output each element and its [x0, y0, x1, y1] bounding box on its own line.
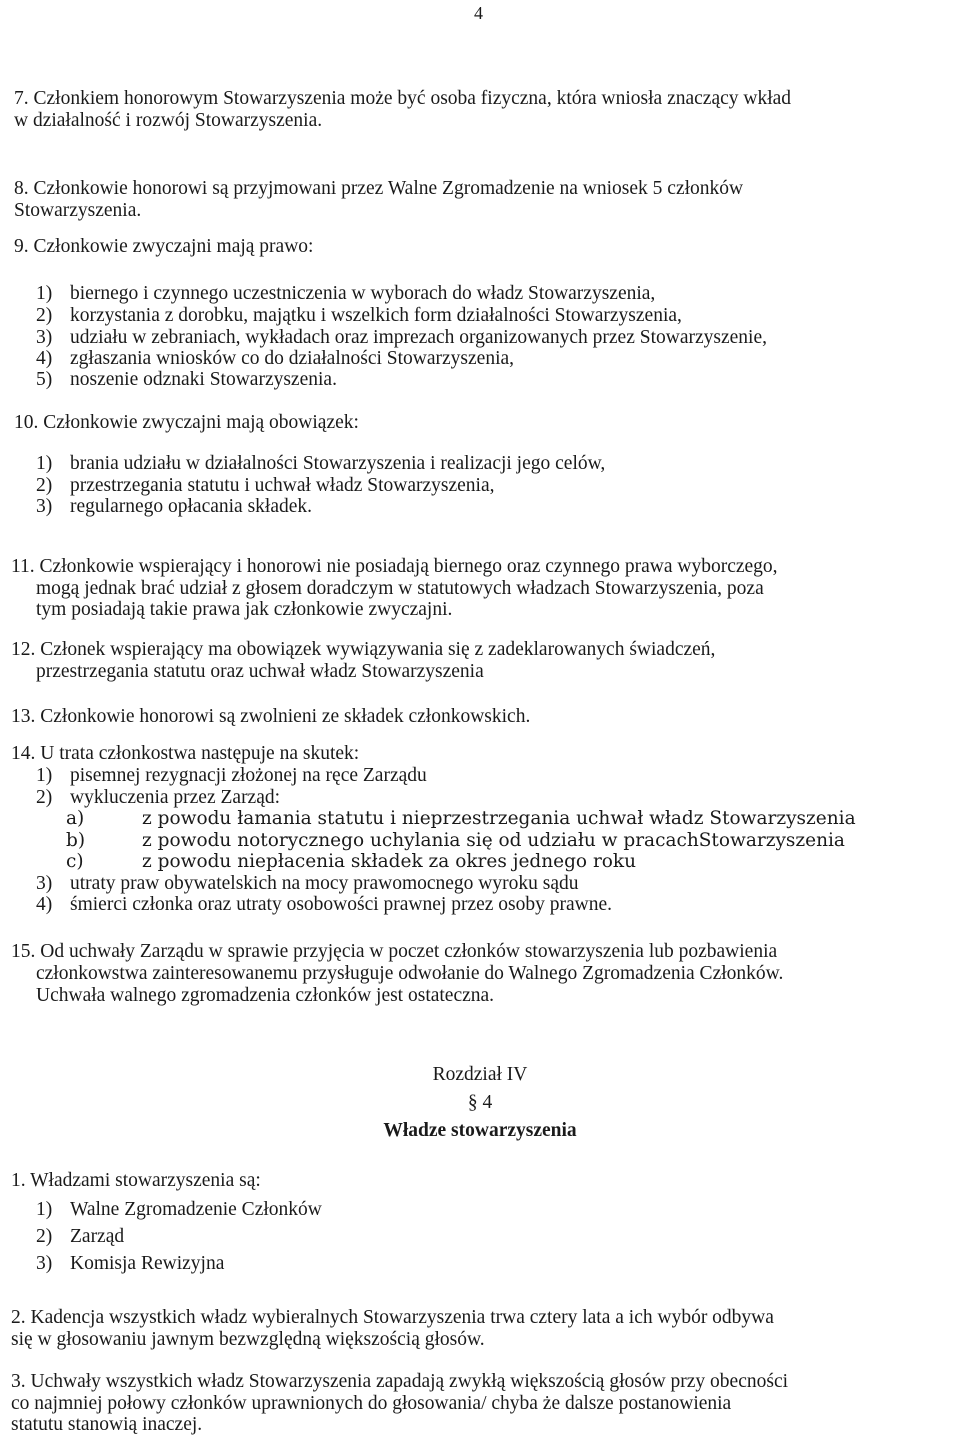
- list-item-text: biernego i czynnego uczestniczenia w wyborach do władz Stowarzyszenia,: [70, 283, 656, 304]
- list-subitem-text: z powodu niepłacenia składek za okres jednego roku: [142, 851, 637, 872]
- paragraph-10-heading: 10. Członkowie zwyczajni mają obowiązek:: [14, 412, 359, 433]
- paragraph-8-line-2: Stowarzyszenia.: [14, 200, 142, 221]
- list-subitem: [66, 830, 845, 852]
- list-subitem-text: z powodu łamania statutu i nieprzestrzegania uchwał władz Stowarzyszenia: [142, 808, 856, 829]
- list-subitem-letter: b): [66, 830, 86, 851]
- list-item: [36, 787, 280, 809]
- list-item-number: 3): [36, 496, 53, 517]
- chapter-paragraph-2-line-2: się w głosowaniu jawnym bezwzględną większością głosów.: [11, 1329, 485, 1350]
- list-item-text: pisemnej rezygnacji złożonej na ręce Zarządu: [70, 765, 427, 786]
- list-item-number: 4): [36, 348, 53, 369]
- list-item-text: Walne Zgromadzenie Członków: [70, 1199, 322, 1220]
- paragraph-8-line-1: 8. Członkowie honorowi są przyjmowani przez Walne Zgromadzenie na wniosek 5 członków: [14, 178, 744, 199]
- list-item: [36, 894, 612, 916]
- list-item-number: 3): [36, 873, 53, 894]
- list-item-number: 3): [36, 1253, 53, 1274]
- paragraph-12-line-2: przestrzegania statutu oraz uchwał władz Stowarzyszenia: [36, 661, 484, 682]
- paragraph-15-line-1: 15. Od uchwały Zarządu w sprawie przyjęcia w poczet członków stowarzyszenia lub pozbawienia: [11, 941, 778, 962]
- list-item: [36, 327, 767, 349]
- paragraph-15-line-2: członkowstwa zainteresowanemu przysługuje odwołanie do Walnego Zgromadzenia Członków.: [36, 963, 784, 984]
- list-item-number: 1): [36, 453, 53, 474]
- chapter-paragraph-3-line-3: statutu stanowią inaczej.: [11, 1414, 203, 1435]
- paragraph-7-line-2: w działalność i rozwój Stowarzyszenia.: [14, 110, 323, 131]
- list-item-text: noszenie odznaki Stowarzyszenia.: [70, 369, 337, 390]
- list-item-number: 2): [36, 475, 53, 496]
- section-symbol: § 4: [467, 1092, 493, 1113]
- list-item-number: 1): [36, 283, 53, 304]
- list-subitem: [66, 808, 856, 830]
- chapter-paragraph-2-line-1: 2. Kadencja wszystkich władz wybieralnych Stowarzyszenia trwa cztery lata a ich wybór odbywa: [11, 1307, 774, 1328]
- paragraph-14-heading: 14. U trata członkostwa następuje na skutek:: [11, 743, 360, 764]
- list-item: [36, 283, 655, 305]
- list-item: [36, 453, 605, 475]
- list-subitem-text: z powodu notorycznego uchylania się od udziału w pracachStowarzyszenia: [142, 830, 845, 851]
- list-item-text: udziału w zebraniach, wykładach oraz imprezach organizowanych przez Stowarzyszenie,: [70, 327, 767, 348]
- list-item: [36, 369, 337, 391]
- list-item-text: zgłaszania wniosków co do działalności Stowarzyszenia,: [70, 348, 515, 369]
- list-item-number: 2): [36, 787, 53, 808]
- chapter-paragraph-3-line-1: 3. Uchwały wszystkich władz Stowarzyszenia zapadają zwykłą większością głosów przy obecności: [11, 1371, 789, 1392]
- chapter-title: Rozdział IV: [432, 1064, 528, 1085]
- paragraph-11-line-1: 11. Członkowie wspierający i honorowi nie posiadają biernego oraz czynnego prawa wyborczego,: [11, 556, 778, 577]
- paragraph-7-line-1: 7. Członkiem honorowym Stowarzyszenia może być osoba fizyczna, która wniosła znaczący wkład: [14, 88, 792, 109]
- list-item-number: 5): [36, 369, 53, 390]
- paragraph-12-line-1: 12. Członek wspierający ma obowiązek wywiązywania się z zadeklarowanych świadczeń,: [11, 639, 716, 660]
- chapter-paragraph-1-heading: 1. Władzami stowarzyszenia są:: [11, 1170, 261, 1191]
- paragraph-11-line-3: tym posiadają takie prawa jak członkowie zwyczajni.: [36, 599, 453, 620]
- list-item-text: przestrzegania statutu i uchwał władz Stowarzyszenia,: [70, 475, 495, 496]
- list-item-text: utraty praw obywatelskich na mocy prawomocnego wyroku sądu: [70, 873, 579, 894]
- list-item-text: brania udziału w działalności Stowarzyszenia i realizacji jego celów,: [70, 453, 606, 474]
- paragraph-15-line-3: Uchwała walnego zgromadzenia członków jest ostateczna.: [36, 985, 495, 1006]
- chapter-paragraph-3-line-2: co najmniej połowy członków uprawnionych do głosowania/ chyba że dalsze postanowienia: [11, 1393, 732, 1414]
- list-item: [36, 1226, 124, 1248]
- list-item-text: śmierci członka oraz utraty osobowości prawnej przez osoby prawne.: [70, 894, 613, 915]
- list-item-text: Zarząd: [70, 1226, 125, 1247]
- list-item: [36, 475, 495, 497]
- list-item-number: 3): [36, 327, 53, 348]
- list-subitem-letter: a): [66, 808, 85, 829]
- paragraph-13-line-1: 13. Członkowie honorowi są zwolnieni ze składek członkowskich.: [11, 706, 531, 727]
- list-item-number: 1): [36, 1199, 53, 1220]
- paragraph-9-heading: 9. Członkowie zwyczajni mają prawo:: [14, 236, 314, 257]
- list-item-text: korzystania z dorobku, majątku i wszelkich form działalności Stowarzyszenia,: [70, 305, 682, 326]
- list-item-number: 2): [36, 305, 53, 326]
- chapter-name: Władze stowarzyszenia: [383, 1120, 577, 1141]
- list-item-text: Komisja Rewizyjna: [70, 1253, 225, 1274]
- list-item-number: 1): [36, 765, 53, 786]
- list-item-text: regularnego opłacania składek.: [70, 496, 313, 517]
- list-item: [36, 1199, 322, 1221]
- list-item: [36, 765, 427, 787]
- list-subitem: [66, 851, 636, 873]
- list-item-text: wykluczenia przez Zarząd:: [70, 787, 281, 808]
- list-subitem-letter: c): [66, 851, 84, 872]
- list-item-number: 4): [36, 894, 53, 915]
- page-number: 4: [474, 3, 483, 23]
- list-item-number: 2): [36, 1226, 53, 1247]
- paragraph-11-line-2: mogą jednak brać udział z głosem doradczym w statutowych władzach Stowarzyszenia, poza: [36, 578, 764, 599]
- list-item: [36, 496, 312, 518]
- list-item: [36, 305, 682, 327]
- list-item: [36, 873, 579, 895]
- list-item: [36, 348, 514, 370]
- list-item: [36, 1253, 224, 1275]
